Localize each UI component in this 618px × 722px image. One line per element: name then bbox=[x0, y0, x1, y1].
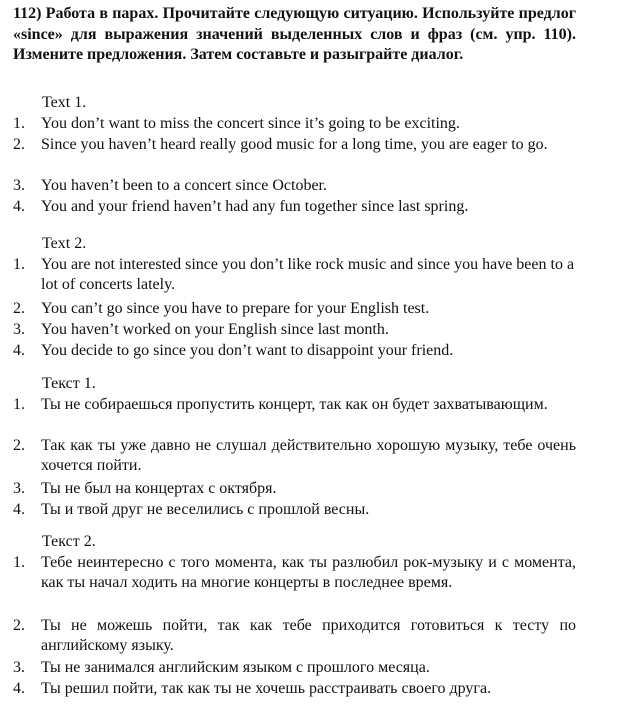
item-number: 1. bbox=[13, 256, 25, 273]
section-title: Текст 1. bbox=[42, 375, 96, 392]
item-number: 3. bbox=[13, 321, 25, 338]
item-number: 2. bbox=[13, 437, 25, 454]
item-text: You decide to go since you don’t want to disappoint your friend. bbox=[41, 342, 454, 359]
item-number: 1. bbox=[13, 554, 25, 571]
item-text: Ты решил пойти, так как ты не хочешь расстраивать своего друга. bbox=[41, 680, 492, 697]
item-text: You are not interested since you don’t like rock music and since you have been to a lot of concerts lately. bbox=[41, 256, 575, 293]
item-text: Тебе неинтересно с того момента, как ты разлюбил рок-музыку и с момента, как ты начал ходить на многие концерты в последнее время. bbox=[41, 554, 576, 591]
section-title: Text 2. bbox=[42, 235, 87, 252]
item-text: Since you haven’t heard really good music for a long time, you are eager to go. bbox=[41, 136, 548, 153]
item-number: 3. bbox=[13, 480, 25, 497]
item-text: Ты не собираешься пропустить концерт, так как он будет захватывающим. bbox=[41, 396, 548, 413]
item-number: 4. bbox=[13, 501, 25, 518]
item-number: 4. bbox=[13, 342, 25, 359]
item-number: 4. bbox=[13, 680, 25, 697]
section-title: Текст 2. bbox=[42, 533, 96, 550]
item-text: You don’t want to miss the concert since it’s going to be exciting. bbox=[41, 115, 460, 132]
item-text: Ты и твой друг не веселились с прошлой весны. bbox=[41, 501, 370, 518]
item-text: You haven’t worked on your English since last month. bbox=[41, 321, 389, 338]
item-number: 1. bbox=[13, 396, 25, 413]
item-number: 3. bbox=[13, 177, 25, 194]
item-text: Так как ты уже давно не слушал действительно хорошую музыку, тебе очень хочется пойти. bbox=[41, 437, 576, 474]
item-text: Ты не можешь пойти, так как тебе приходится готовиться к тесту по английскому языку. bbox=[41, 617, 576, 654]
item-number: 4. bbox=[13, 198, 25, 215]
item-number: 3. bbox=[13, 659, 25, 676]
task-heading: 112) Работа в парах. Прочитайте следующую ситуацию. Используйте предлог «since» для выражения значений выделенных слов и фраз (см. упр. 110). Измените предложения. Затем составьте и разыграйте диалог. bbox=[13, 5, 576, 63]
section-title: Text 1. bbox=[42, 94, 87, 111]
item-number: 2. bbox=[13, 136, 25, 153]
item-number: 1. bbox=[13, 115, 25, 132]
item-text: You can’t go since you have to prepare for your English test. bbox=[41, 300, 430, 317]
item-text: You and your friend haven’t had any fun together since last spring. bbox=[41, 198, 469, 215]
item-text: Ты не был на концертах с октября. bbox=[41, 480, 277, 497]
item-text: Ты не занимался английским языком с прошлого месяца. bbox=[41, 659, 430, 676]
item-number: 2. bbox=[13, 617, 25, 634]
item-text: You haven’t been to a concert since October. bbox=[41, 177, 327, 194]
item-number: 2. bbox=[13, 300, 25, 317]
